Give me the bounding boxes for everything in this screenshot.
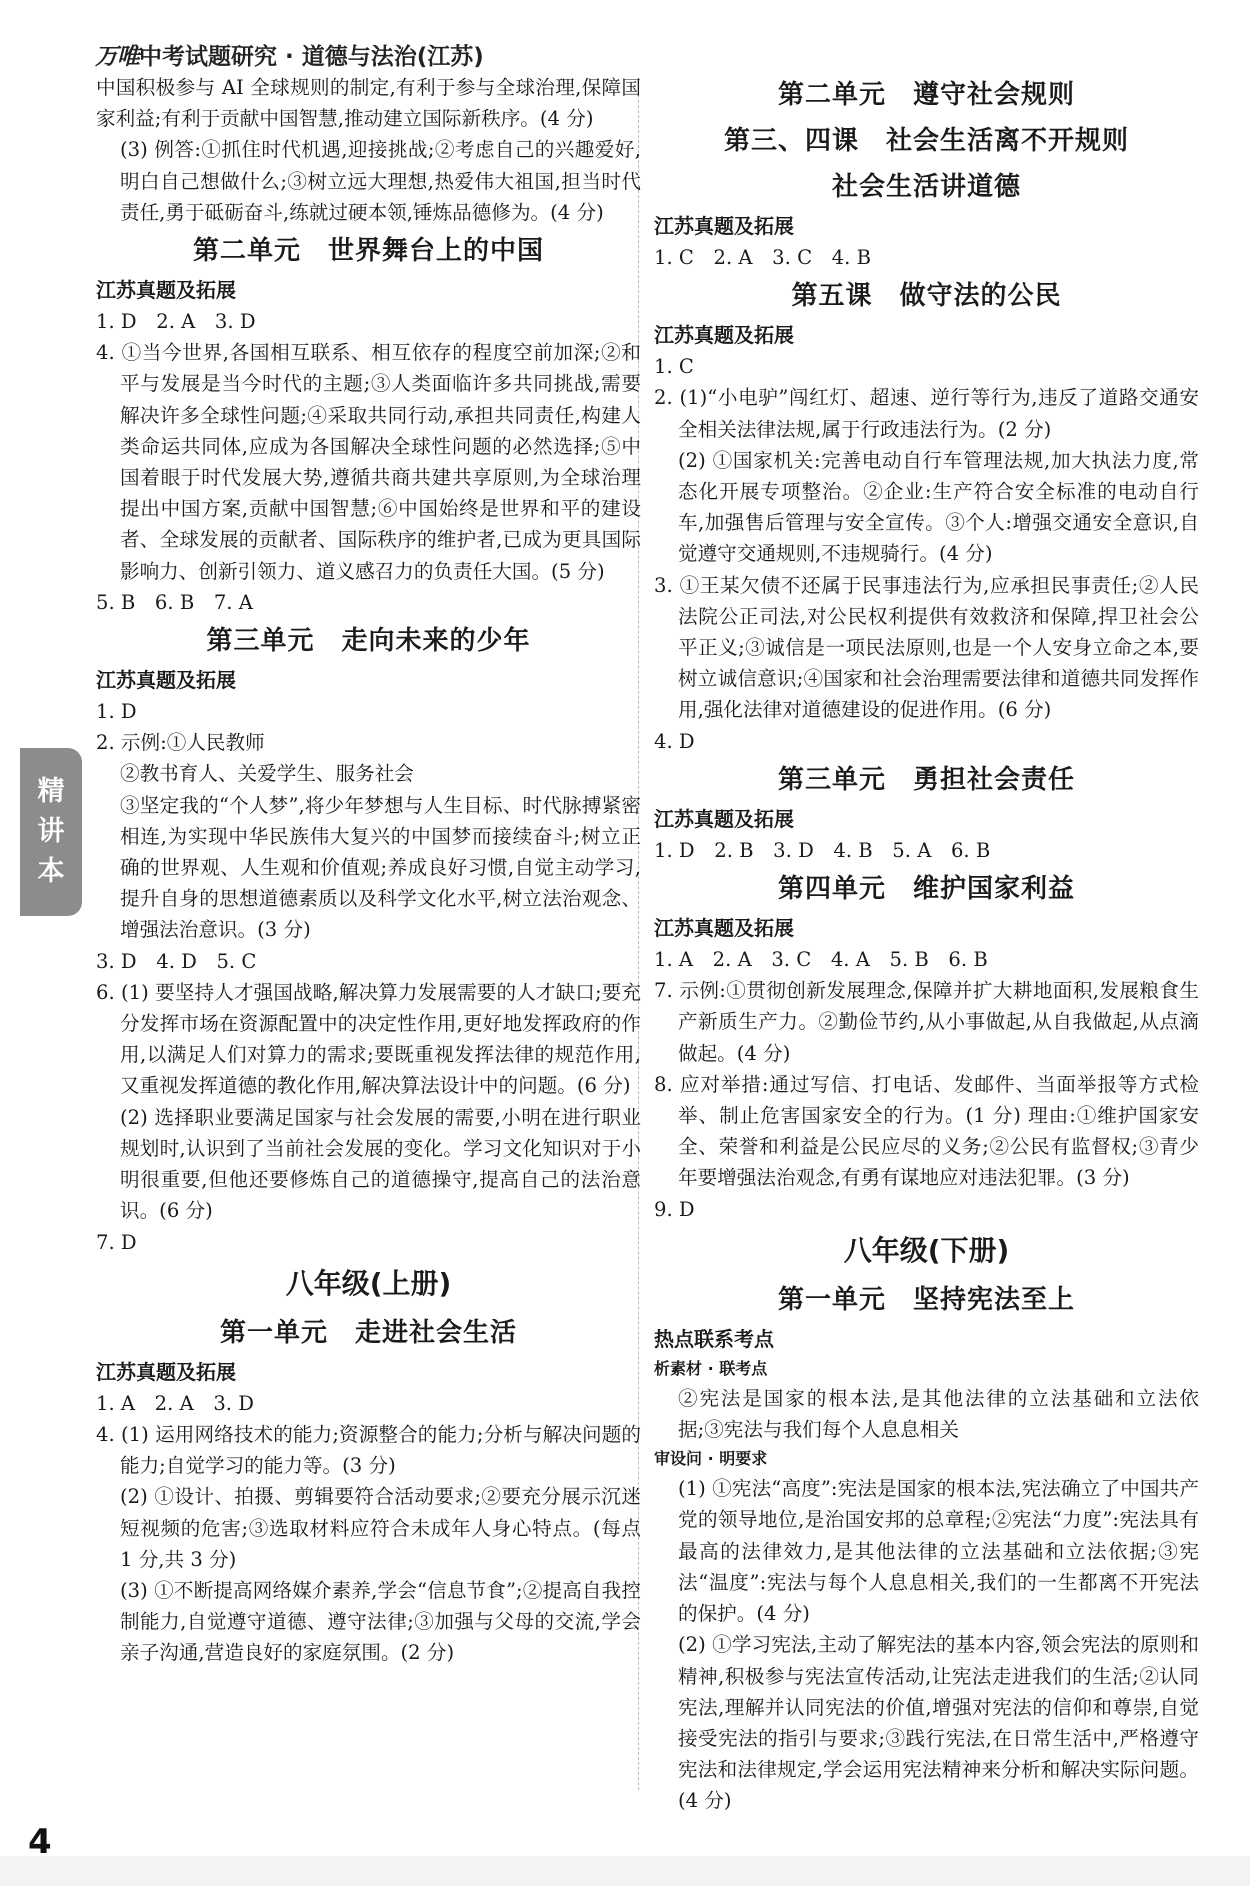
answer-item: 3. D 4. D 5. C (96, 949, 257, 973)
answer-paragraph: 中国积极参与 AI 全球规则的制定,有利于参与全球治理,保障国家利益;有利于贡献中国智慧,推动建立国际新秩序。(4 分) (96, 76, 641, 131)
left-column (96, 72, 641, 1669)
answer-item: 1. D 2. B 3. D 4. B 5. A 6. B (654, 838, 991, 862)
answer-sub-item: ③坚定我的“个人梦”,将少年梦想与人生目标、时代脉搏紧密相连,为实现中华民族伟大复兴的中国梦而接续奋斗;树立正确的世界观、人生观和价值观;养成良好习惯,自觉主动学习,提升自身的思想道德素质以及科学文化水平,树立法治观念、增强法治意识。(3 分) (120, 793, 641, 942)
answer-item: 4. (1) 运用网络技术的能力;资源整合的能力;分析与解决问题的能力;自觉学习的能力等。(3 分) (96, 1422, 641, 1478)
answer-item: 7. 示例:①贯彻创新发展理念,保障并扩大耕地面积,发展粮食生产新质生产力。②勤俭节约,从小事做起,从自我做起,从点滴做起。(4 分) (654, 979, 1199, 1065)
answer-item: 2. 示例:①人民教师 (96, 731, 265, 755)
answer-item: 4. ①当今世界,各国相互联系、相互依存的程度空前加深;②和平与发展是当今时代的主题;③人类面临许多共同挑战,需要解决许多全球性问题;④采取共同行动,承担共同责任,构建人类命运共同体,应成为各国解决全球性问题的必然选择;⑤中国着眼于时代发展大势,遵循共商共建共享原则,为全球治理提出中国方案,贡献中国智慧;⑥中国始终是世界和平的建设者、全球发展的贡献者、国际秩序的维护者,已成为更具国际影响力、创新引领力、道义感召力的负责任大国。(5 分) (96, 341, 641, 583)
unit-title: 第三单元 走向未来的少年 (206, 626, 531, 657)
answer-item: 1. C 2. A 3. C 4. B (654, 246, 872, 269)
answer-item: 1. D 2. A 3. D (96, 310, 256, 334)
answer-sub-item: ②教书育人、关爱学生、服务社会 (120, 762, 414, 786)
answer-sub-item: (3) ①不断提高网络媒介素养,学会“信息节食”;②提高自我控制能力,自觉遵守道德、遵守法律;③加强与父母的交流,学会亲子沟通,营造良好的家庭氛围。(2 分) (120, 1578, 641, 1665)
answer-paragraph: ②宪法是国家的根本法,是其他法律的立法基础和立法依据;③宪法与我们每个人息息相关 (678, 1386, 1199, 1442)
section-label: 江苏真题及拓展 (654, 916, 794, 941)
side-tab-char: 精 (37, 776, 65, 807)
unit-title: 第二单元 世界舞台上的中国 (192, 236, 544, 267)
answer-item: 9. D (654, 1197, 695, 1221)
answer-item: 8. 应对举措:通过写信、打电话、发邮件、当面举报等方式检举、制止危害国家安全的行为。(1 分) 理由:①维护国家安全、荣誉和利益是公民应尽的义务;②公民有监督权;③青少年要增强法治观念,有勇有谋地应对违法犯罪。(3 分) (654, 1072, 1199, 1190)
side-tab-char: 讲 (37, 816, 65, 847)
answer-item: 1. A 2. A 3. C 4. A 5. B 6. B (654, 948, 988, 972)
unit-title: 第一单元 坚持宪法至上 (777, 1284, 1075, 1315)
answer-paragraph: (1) ①宪法“高度”:宪法是国家的根本法,宪法确立了中国共产党的领导地位,是治国安邦的总章程;②宪法“力度”:宪法具有最高的法律效力,是其他法律的立法基础和立法依据;③宪法“温度”:宪法与每个人息息相关,我们的一生都离不开宪法的保护。(4 分) (678, 1477, 1199, 1626)
bottom-band (0, 1856, 1250, 1886)
page-header (95, 38, 1195, 70)
unit-title: 第二单元 遵守社会规则 (777, 80, 1075, 110)
side-tab-char: 本 (37, 856, 65, 887)
answer-item: 1. C (654, 355, 694, 379)
answer-item: 2. (1)“小电驴”闯红灯、超速、逆行等行为,违反了道路交通安全相关法律法规,属于行政违法行为。(2 分) (654, 386, 1199, 441)
answer-item: 4. D (654, 729, 695, 753)
sub-section-label: 审设问 · 明要求 (654, 1449, 768, 1469)
answer-sub-item: (2) ①设计、拍摄、剪辑要符合活动要求;②要充分展示沉迷短视频的危害;③选取材料应符合未成年人身心特点。(每点 1 分,共 3 分) (120, 1485, 641, 1571)
section-label: 江苏真题及拓展 (96, 278, 236, 303)
answer-item: 1. D (96, 700, 137, 724)
unit-title: 第三单元 勇担社会责任 (777, 764, 1075, 795)
section-label: 江苏真题及拓展 (96, 668, 236, 693)
unit-title: 第四单元 维护国家利益 (777, 874, 1075, 905)
right-column (654, 72, 1199, 1817)
section-label: 江苏真题及拓展 (654, 214, 794, 238)
lesson-title: 第五课 做守法的公民 (791, 281, 1062, 312)
section-label: 热点联系考点 (654, 1326, 774, 1351)
section-label: 江苏真题及拓展 (654, 323, 794, 348)
answer-item: 1. A 2. A 3. D (96, 1391, 254, 1415)
side-tab (20, 748, 82, 916)
answer-item: 5. B 6. B 7. A (96, 590, 253, 614)
answer-paragraph: (2) ①学习宪法,主动了解宪法的基本内容,领会宪法的原则和精神,积极参与宪法宣传活动,让宪法走进我们的生活;②认同宪法,理解并认同宪法的价值,增强对宪法的信仰和尊崇,自觉接受宪法的指引与要求;③践行宪法,在日常生活中,严格遵守宪法和法律规定,学会运用宪法精神来分析和解决实际问题。(4 分) (678, 1633, 1199, 1813)
lesson-title: 社会生活讲道德 (831, 172, 1021, 202)
answer-sub-item: (2) 选择职业要满足国家与社会发展的需要,小明在进行职业规划时,认识到了当前社会发展的变化。学习文化知识对于小明很重要,但他还要修炼自己的道德操守,提高自己的法治意识。(6 分) (120, 1105, 641, 1223)
lesson-title: 第三、四课 社会生活离不开规则 (723, 126, 1129, 156)
grade-title: 八年级(下册) (843, 1233, 1010, 1267)
answer-item: 6. (1) 要坚持人才强国战略,解决算力发展需要的人才缺口;要充分发挥市场在资源配置中的决定性作用,更好地发挥政府的作用,以满足人们对算力的需求;要既重视发挥法律的规范作用,又重视发挥道德的教化作用,解决算法设计中的问题。(6 分) (96, 980, 641, 1098)
answer-sub-item: (2) ①国家机关:完善电动自行车管理法规,加大执法力度,常态化开展专项整治。②企业:生产符合安全标准的电动自行车,加强售后管理与安全宣传。③个人:增强交通安全意识,自觉遵守交通规则,不违规骑行。(4 分) (678, 448, 1199, 566)
sub-section-label: 析素材 · 联考点 (654, 1358, 768, 1378)
page-number: 4 (28, 1822, 52, 1862)
answer-item: 3. ①王某欠债不还属于民事违法行为,应承担民事责任;②人民法院公正司法,对公民权利提供有效救济和保障,捍卫社会公平正义;③诚信是一项民法原则,也是一个人安身立命之本,要树立诚信意识;④国家和社会治理需要法律和道德共同发挥作用,强化法律对道德建设的促进作用。(6 分) (654, 573, 1199, 722)
brand-logo: 万唯 (95, 44, 139, 70)
unit-title: 第一单元 走进社会生活 (219, 1317, 517, 1348)
answer-item: 7. D (96, 1230, 137, 1254)
section-label: 江苏真题及拓展 (96, 1359, 236, 1384)
grade-title: 八年级(上册) (285, 1266, 452, 1300)
header-title: 中考试题研究 · 道德与法治(江苏) (139, 44, 484, 70)
section-label: 江苏真题及拓展 (654, 806, 794, 831)
answer-paragraph: (3) 例答:①抓住时代机遇,迎接挑战;②考虑自己的兴趣爱好,明白自己想做什么;③树立远大理想,热爱伟大祖国,担当时代责任,勇于砥砺奋斗,练就过硬本领,锤炼品德修为。(4 分) (120, 138, 641, 224)
